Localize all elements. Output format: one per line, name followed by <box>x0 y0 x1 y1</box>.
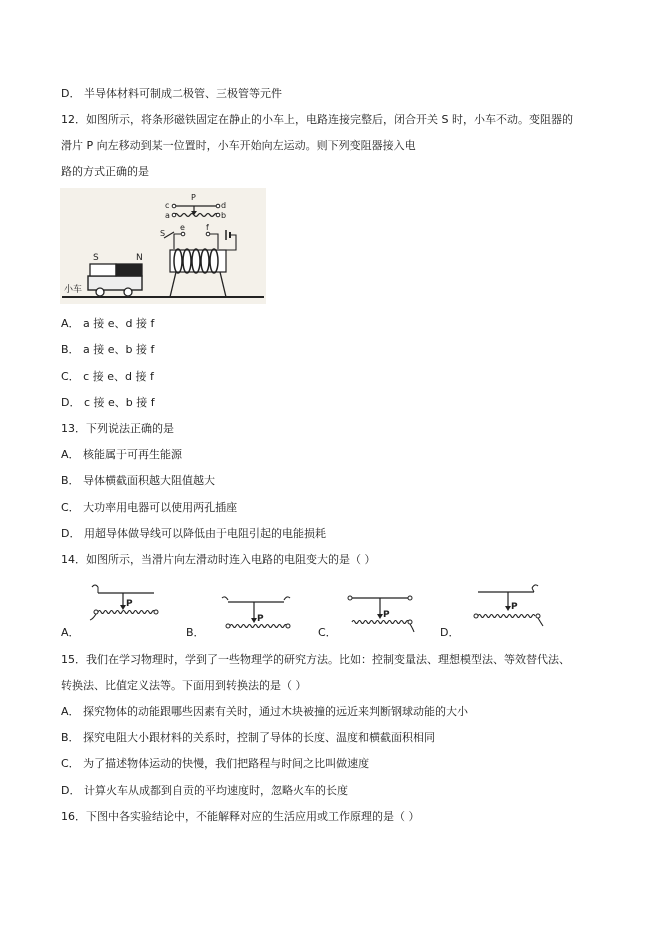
terminal-f-label: f <box>206 223 209 232</box>
q14-option-d-label: D． <box>440 626 460 639</box>
q14-option-b-label: B． <box>186 626 205 639</box>
q15-stem-line1: 15．我们在学习物理时，学到了一些物理学的研究方法。比如：控制变量法、理想模型法、等效替代法、 <box>61 653 570 666</box>
terminal-b-label: b <box>221 211 227 220</box>
q14-rheostat-b <box>220 594 292 638</box>
terminal-c <box>172 204 176 208</box>
q12-option-a: A． a 接 e、d 接 f <box>61 317 155 330</box>
terminal-d-label: d <box>221 201 227 210</box>
q12-stem-line2: 滑片 P 向左移动到某一位置时，小车开始向左运动。则下列变阻器接入电 <box>61 139 416 152</box>
terminal-e <box>181 232 185 236</box>
rheostat-p-label: P <box>191 193 196 202</box>
q13-option-a: A． 核能属于可再生能源 <box>61 448 183 461</box>
cart-label: 小车 <box>64 285 83 295</box>
switch-label: S <box>160 229 166 238</box>
q14-rheostat-d <box>468 582 546 632</box>
q15-option-d: D． 计算火车从成都到自贡的平均速度时，忽略火车的长度 <box>61 784 348 797</box>
q16-stem: 16．下图中各实验结论中，不能解释对应的生活应用或工作原理的是（ ） <box>61 810 420 823</box>
cart-body <box>88 276 142 290</box>
magnet-s-half <box>90 264 116 276</box>
q15-option-b: B． 探究电阻大小跟材料的关系时，控制了导体的长度、温度和横截面积相同 <box>61 731 436 744</box>
q12-option-b: B． a 接 e、b 接 f <box>61 343 155 356</box>
q14-rheostat-c <box>344 590 416 636</box>
q13-option-c: C． 大功率用电器可以使用两孔插座 <box>61 501 238 514</box>
magnet-n-half <box>116 264 142 276</box>
q13-option-d: D． 用超导体做导线可以降低由于电阻引起的电能损耗 <box>61 527 326 540</box>
q12-option-c: C． c 接 e、d 接 f <box>61 370 154 383</box>
q13-option-b: B． 导体横截面积越大阻值越大 <box>61 474 216 487</box>
terminal-e-label: e <box>180 223 185 232</box>
terminal-d <box>216 204 220 208</box>
terminal-a <box>172 213 176 217</box>
cart-wheel-right <box>124 288 132 296</box>
q12-stem-line3: 路的方式正确的是 <box>61 165 149 178</box>
q14-c-p-label: P <box>383 610 390 620</box>
q12-option-d: D． c 接 e、b 接 f <box>61 396 155 409</box>
q12-stem-line1: 12．如图所示，将条形磁铁固定在静止的小车上，电路连接完整后，闭合开关 S 时，小车不动。变阻器的 <box>61 113 573 126</box>
q15-option-c: C． 为了描述物体运动的快慢，我们把路程与时间之比叫做速度 <box>61 757 370 770</box>
q14-rheostat-a <box>88 581 160 635</box>
magnet-s-label: S <box>93 253 99 263</box>
q11-option-d: D． 半导体材料可制成二极管、三极管等元件 <box>61 87 282 100</box>
q14-option-a-label: A． <box>61 626 80 639</box>
q12-circuit-figure <box>60 188 266 304</box>
terminal-a-label: a <box>165 211 170 220</box>
q14-a-p-label: P <box>126 599 133 609</box>
q14-b-p-label: P <box>257 614 264 624</box>
q13-stem: 13．下列说法正确的是 <box>61 422 174 435</box>
magnet-n-label: N <box>136 253 143 263</box>
terminal-f <box>206 232 210 236</box>
q15-stem-line2: 转换法、比值定义法等。下面用到转换法的是（ ） <box>61 679 307 692</box>
terminal-b <box>216 213 220 217</box>
q14-option-c-label: C． <box>318 626 337 639</box>
q14-stem: 14．如图所示，当滑片向左滑动时连入电路的电阻变大的是（ ） <box>61 553 376 566</box>
q15-option-a: A． 探究物体的动能跟哪些因素有关时，通过木块被撞的远近来判断钢球动能的大小 <box>61 705 469 718</box>
q14-d-p-label: P <box>511 602 518 612</box>
terminal-c-label: c <box>165 201 170 210</box>
cart-wheel-left <box>96 288 104 296</box>
